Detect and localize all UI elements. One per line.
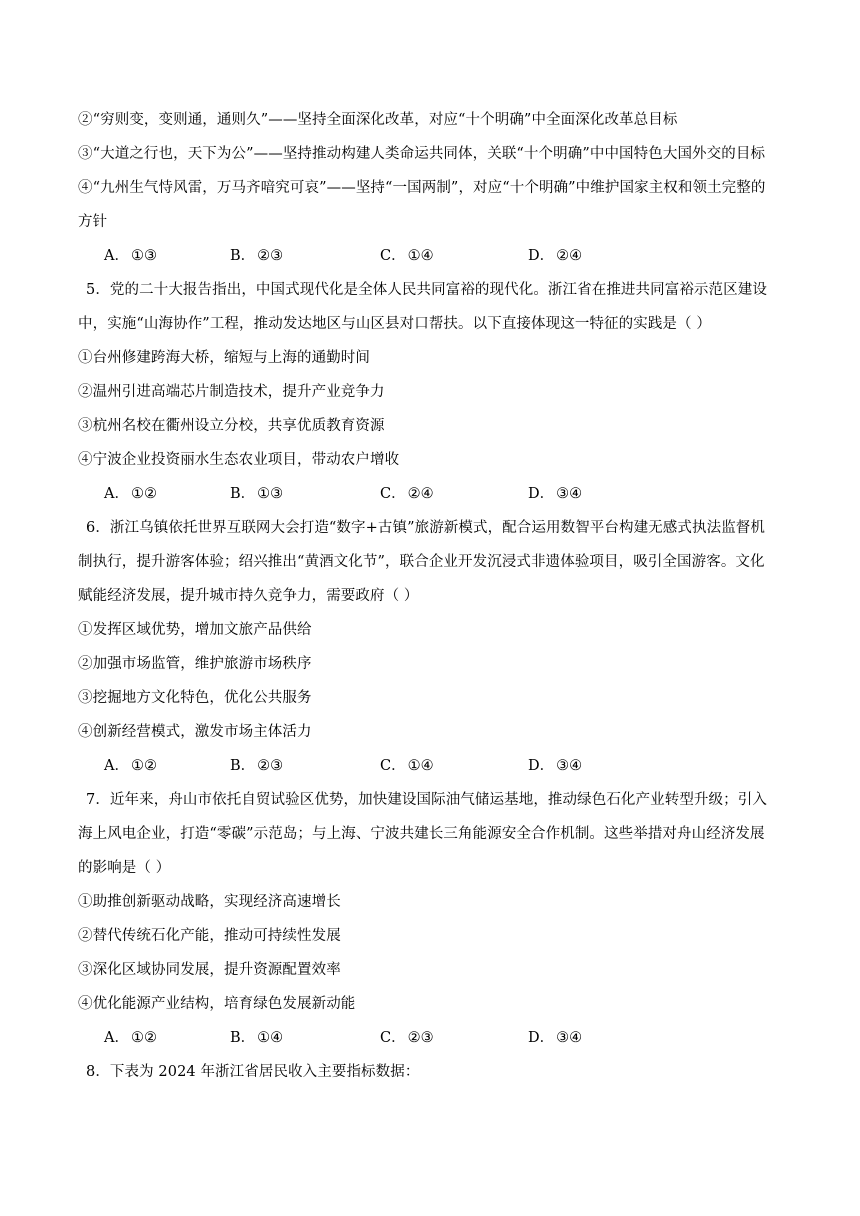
q5-item-2: ②温州引进高端芯片制造技术，提升产业竞争力 — [78, 384, 385, 400]
q4-item-4-cont: 方针 — [78, 214, 108, 230]
option-key: D． — [528, 758, 555, 774]
q7-item-2: ②替代传统石化产能，推动可持续性发展 — [78, 928, 341, 944]
q4-option-a[interactable] — [104, 246, 157, 266]
q5-options — [104, 484, 784, 504]
option-key: A． — [104, 248, 129, 264]
option-value: ①③ — [130, 248, 157, 264]
q7-options — [104, 1028, 784, 1048]
option-key: D． — [528, 1030, 555, 1046]
q6-option-d[interactable] — [528, 756, 582, 776]
option-key: B． — [230, 1030, 256, 1046]
q6-item-2: ②加强市场监管，维护旅游市场秩序 — [78, 656, 312, 672]
q4-item-2: ②“穷则变，变则通，通则久”——坚持全面深化改革，对应“十个明确”中全面深化改革总目标 — [78, 112, 678, 128]
q7-stem-line-1: 7．近年来，舟山市依托自贸试验区优势，加快建设国际油气储运基地，推动绿色石化产业转型升级；引入 — [86, 792, 767, 808]
option-value: ②③ — [257, 248, 284, 264]
q7-stem-line-2: 海上风电企业，打造“零碳”示范岛；与上海、宁波共建长三角能源安全合作机制。这些举措对舟山经济发展 — [78, 826, 765, 842]
q5-item-1: ①台州修建跨海大桥，缩短与上海的通勤时间 — [78, 350, 370, 366]
q7-item-1: ①助推创新驱动战略，实现经济高速增长 — [78, 894, 341, 910]
q5-stem-line-2: 中，实施“山海协作”工程，推动发达地区与山区县对口帮扶。以下直接体现这一特征的实践是（ ） — [78, 316, 711, 332]
option-key: A． — [104, 758, 129, 774]
option-value: ②③ — [257, 758, 284, 774]
q4-options — [104, 246, 784, 266]
option-key: A． — [104, 1030, 129, 1046]
q5-option-b[interactable] — [230, 484, 283, 504]
q6-option-a[interactable] — [104, 756, 157, 776]
q5-option-a[interactable] — [104, 484, 157, 504]
option-key: C． — [380, 758, 406, 774]
option-key: D． — [528, 248, 555, 264]
q5-option-c[interactable] — [380, 484, 434, 504]
q7-item-3: ③深化区域协同发展，提升资源配置效率 — [78, 962, 341, 978]
q4-option-d[interactable] — [528, 246, 582, 266]
q5-item-3: ③杭州名校在衢州设立分校，共享优质教育资源 — [78, 418, 385, 434]
option-value: ①④ — [407, 248, 434, 264]
q8-stem-line-1: 8．下表为 2024 年浙江省居民收入主要指标数据： — [86, 1064, 420, 1080]
q7-stem-line-3: 的影响是（ ） — [78, 860, 171, 876]
q6-stem-line-2: 制执行，提升游客体验；绍兴推出“黄酒文化节”，联合企业开发沉浸式非遗体验项目，吸引全国游客。文化 — [78, 554, 765, 570]
option-value: ①② — [130, 486, 157, 502]
option-key: C． — [380, 1030, 406, 1046]
option-value: ①② — [130, 758, 157, 774]
option-value: ①④ — [257, 1030, 284, 1046]
q7-option-a[interactable] — [104, 1028, 157, 1048]
q4-option-b[interactable] — [230, 246, 283, 266]
option-value: ①③ — [257, 486, 284, 502]
q7-item-4: ④优化能源产业结构，培育绿色发展新动能 — [78, 996, 356, 1012]
q4-option-c[interactable] — [380, 246, 434, 266]
q5-stem-line-1: 5．党的二十大报告指出，中国式现代化是全体人民共同富裕的现代化。浙江省在推进共同富裕示范区建设 — [86, 282, 767, 298]
option-value: ②④ — [556, 248, 583, 264]
option-value: ①② — [130, 1030, 157, 1046]
q6-stem-line-1: 6．浙江乌镇依托世界互联网大会打造“数字+古镇”旅游新模式，配合运用数智平台构建无感式执法监督机 — [86, 520, 765, 536]
option-key: D． — [528, 486, 555, 502]
option-value: ②③ — [407, 1030, 434, 1046]
option-key: B． — [230, 486, 256, 502]
option-key: C． — [380, 486, 406, 502]
option-value: ③④ — [556, 486, 583, 502]
q7-option-b[interactable] — [230, 1028, 283, 1048]
option-value: ①④ — [407, 758, 434, 774]
option-key: B． — [230, 248, 256, 264]
q6-item-4: ④创新经营模式，激发市场主体活力 — [78, 724, 312, 740]
option-value: ③④ — [556, 758, 583, 774]
q6-item-3: ③挖掘地方文化特色，优化公共服务 — [78, 690, 312, 706]
q6-option-b[interactable] — [230, 756, 283, 776]
q7-option-c[interactable] — [380, 1028, 434, 1048]
option-key: B． — [230, 758, 256, 774]
option-key: C． — [380, 248, 406, 264]
option-value: ③④ — [556, 1030, 583, 1046]
q6-item-1: ①发挥区域优势，增加文旅产品供给 — [78, 622, 312, 638]
q4-item-3: ③“大道之行也，天下为公”——坚持推动构建人类命运共同体，关联“十个明确”中中国特色大国外交的目标 — [78, 146, 766, 162]
q7-option-d[interactable] — [528, 1028, 582, 1048]
q6-options — [104, 756, 784, 776]
q6-stem-line-3: 赋能经济发展，提升城市持久竞争力，需要政府（ ） — [78, 588, 419, 604]
q4-item-4: ④“九州生气恃风雷，万马齐喑究可哀”——坚持“一国两制”，对应“十个明确”中维护国家主权和领土完整的 — [78, 180, 766, 196]
q6-option-c[interactable] — [380, 756, 434, 776]
q5-option-d[interactable] — [528, 484, 582, 504]
option-key: A． — [104, 486, 129, 502]
option-value: ②④ — [407, 486, 434, 502]
q5-item-4: ④宁波企业投资丽水生态农业项目，带动农户增收 — [78, 452, 400, 468]
